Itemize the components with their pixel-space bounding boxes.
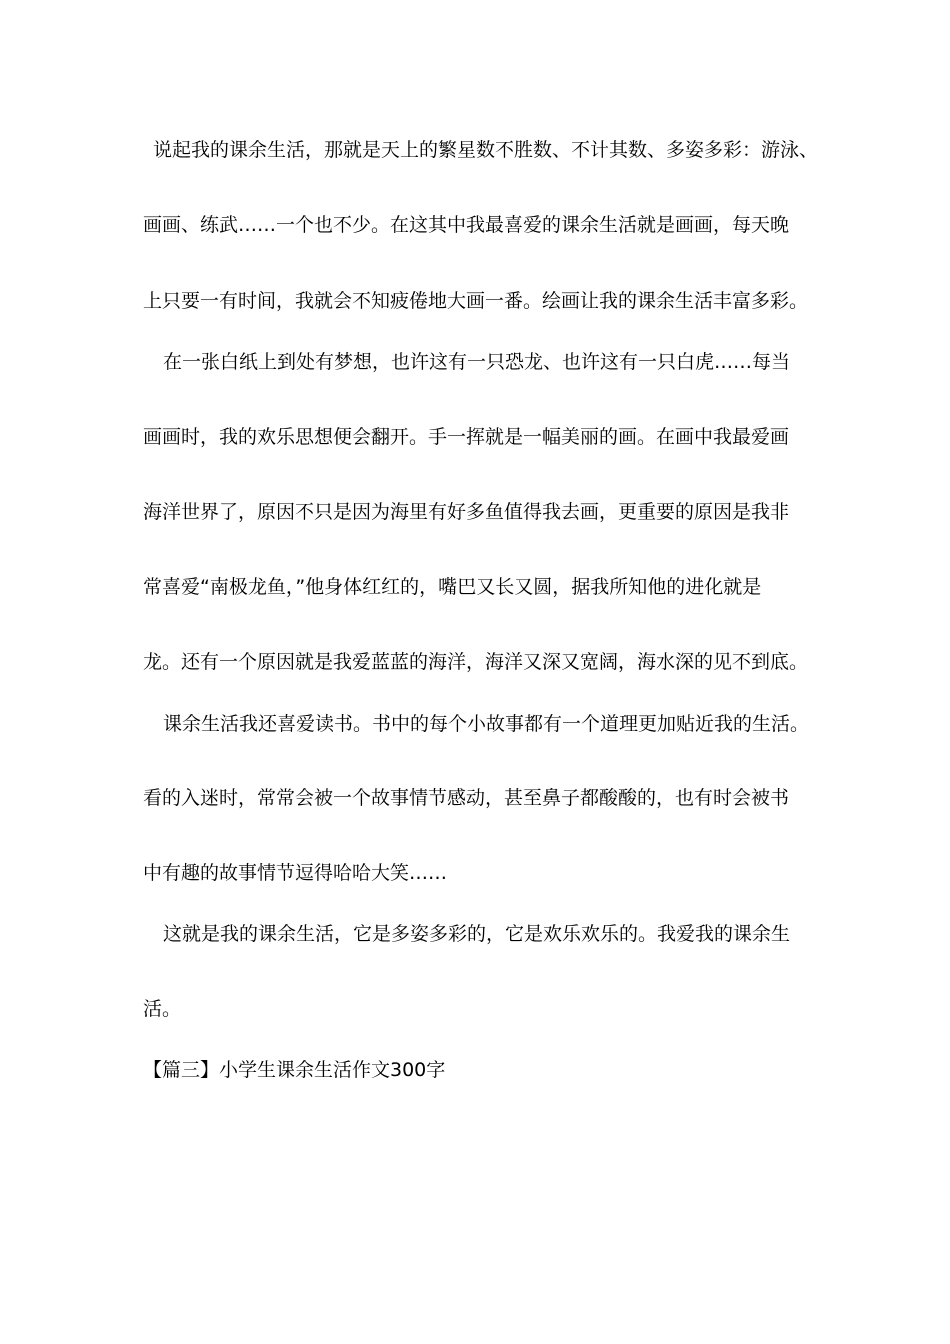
text-line: 看的入迷时，常常会被一个故事情节感动，甚至鼻子都酸酸的，也有时会被书: [143, 787, 790, 809]
text-line: 课余生活我还喜爱读书。书中的每个小故事都有一个道理更加贴近我的生活。: [163, 713, 810, 735]
text-line: 常喜爱“南极龙鱼，”他身体红红的，嘴巴又长又圆，据我所知他的进化就是: [143, 576, 762, 598]
text-line: 上只要一有时间，我就会不知疲倦地大画一番。绘画让我的课余生活丰富多彩。: [143, 290, 809, 312]
text-line: 活。: [143, 998, 182, 1020]
text-line: 这就是我的课余生活，它是多姿多彩的，它是欢乐欢乐的。我爱我的课余生: [163, 923, 791, 945]
text-line: 说起我的课余生活，那就是天上的繁星数不胜数、不计其数、多姿多彩：游泳、: [153, 139, 819, 161]
text-line: 画画时，我的欢乐思想便会翻开。手一挥就是一幅美丽的画。在画中我最爱画: [143, 426, 790, 448]
text-line: 中有趣的故事情节逗得哈哈大笑……: [143, 862, 448, 884]
text-line: 画画、练武……一个也不少。在这其中我最喜爱的课余生活就是画画，每天晚: [143, 214, 790, 236]
text-line: 海洋世界了，原因不只是因为海里有好多鱼值得我去画，更重要的原因是我非: [143, 501, 790, 523]
text-line: 龙。还有一个原因就是我爱蓝蓝的海洋，海洋又深又宽阔，海水深的见不到底。: [143, 651, 809, 673]
section-heading: 【篇三】小学生课余生活作文300字: [143, 1059, 446, 1081]
text-line: 在一张白纸上到处有梦想，也许这有一只恐龙、也许这有一只白虎……每当: [163, 351, 791, 373]
